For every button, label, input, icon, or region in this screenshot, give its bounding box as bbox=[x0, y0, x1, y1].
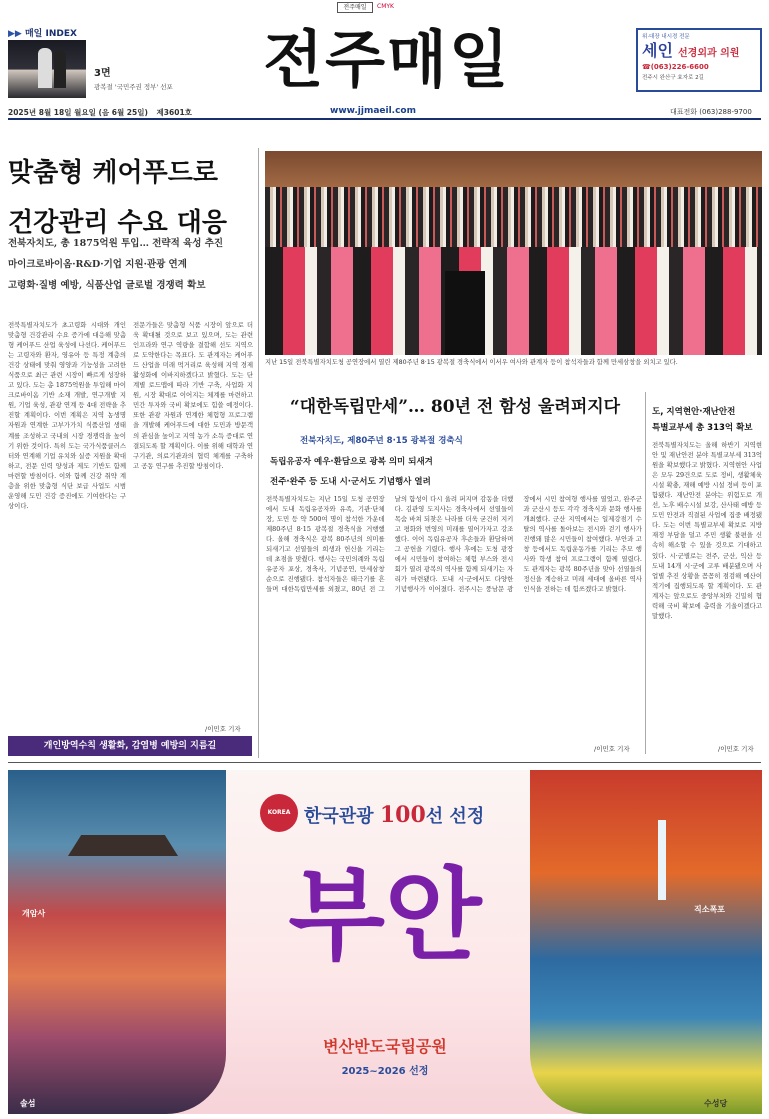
issue-number: 제3601호 bbox=[156, 108, 192, 117]
masthead-url[interactable]: www.jjmaeil.com bbox=[330, 106, 416, 116]
ad-title-post: 선 선정 bbox=[425, 806, 485, 827]
clinic-ad bbox=[636, 28, 762, 92]
story1-headline-line2: 건강관리 수요 대응 bbox=[8, 208, 228, 238]
story3-head2: 특별교부세 총 313억 확보 bbox=[652, 423, 753, 433]
story1-sub2: 마이크로바이옴·R&D·기업 지원·관광 연계 bbox=[8, 259, 187, 270]
korea-tourism-seal: KOREA bbox=[260, 794, 298, 832]
ad-title-pre: 한국관광 bbox=[304, 806, 374, 827]
print-registration-box: 전주매일 bbox=[337, 2, 373, 13]
ad-sub: 변산반도국립공원 bbox=[323, 1037, 447, 1056]
date-text: 2025년 8월 18일 월요일 (음 6월 25일) bbox=[8, 108, 148, 117]
story1-sub3: 고령화·질병 예방, 식품산업 글로벌 경쟁력 확보 bbox=[8, 280, 206, 291]
story3-head bbox=[652, 404, 764, 436]
index-desc: 광복절 '국민주권 정부' 선포 bbox=[94, 83, 173, 91]
ad-title bbox=[304, 802, 484, 828]
story3-body: 전북특별자치도는 올해 하반기 지역현안 및 재난안전 분야 특별교부세 313억원을 확보했다고 밝혔다. 지역현안 사업은 모두 29건으로 도로 정비, 생활체육시설 확충, 재해 예방 시설 정비 등이 포함됐다. 재난안전 분야는 위험도로 개선, 노후 배수시설 보강, 산사태 예방 등 도민 안전과 직결된 사업에 집중 배정됐다. 도는 이번 특별교부세 확보로 지방재정 부담을 덜고 주민 생활 불편을 신속히 해소할 수 있을 것으로 기대하고 있다. 시·군별로는 전주, 군산, 익산 등 도내 14개 시·군에 고루 배분됐으며 사업별 추진 상황을 꼼꼼히 점검해 예산이 적기에 집행되도록 할 계획이다. 도 관계자는 앞으로도 중앙부처와 긴밀히 협력해 국비 확보에 총력을 기울이겠다고 말했다. bbox=[652, 441, 762, 620]
ad-main-text: 부안 bbox=[288, 856, 482, 974]
story1-body-col1: 전북특별자치도가 초고령화 시대와 개인 맞춤형 건강관리 수요 증가에 대응해 맞춤형 케어푸드 산업 육성에 나선다. 케어푸드는 고령자와 환자, 영유아 등 특정 계층의 건강 상태에 맞춰 영양과 기능성을 고려한 식품으로 최근 관련 시장이 빠르게 성장하고 있다. 도는 총 1875억원을 투입해 마이크로바이옴 기반 소재 개발, 연구개발 지원, 기업 육성, 관광 연계 등 4대 전략을 추진할 계획이다. 이번 계획은 지역 농생명 자원과 연계한 고부가가치 식품산업 생태계를 조성하고 국내외 시장 경쟁력을 높이기 위한 것이다. 특히 도는 국가식품클러스터와 연계해 기업 유치와 실증 지원을 확대하고, 전문 인력 양성과 제도 기반도 함께 마련할 방침이다. 이와 함께 건강 취약 계층을 위한 맞춤형 식단 보급 사업도 시범 운영해 도민 건강 증진에도 기여한다는 구상이다. bbox=[8, 321, 126, 510]
story3-head1: 도, 지역현안·재난안전 bbox=[652, 407, 736, 417]
waterfall bbox=[658, 820, 666, 900]
story1-byline: /이민호 기자 bbox=[205, 725, 241, 733]
ad-years: 2025~2026 선정 bbox=[341, 1066, 429, 1077]
story2-sub2: 전주·완주 등 도내 시·군서도 기념행사 열려 bbox=[270, 477, 431, 487]
story2-sub1: 독립유공자 예우·환담으로 광복 의미 되새겨 bbox=[270, 457, 433, 467]
story2-subheads bbox=[270, 452, 510, 492]
clinic-phone: ☎(063)226-6600 bbox=[642, 63, 709, 71]
double-arrow-icon: ▶▶ bbox=[8, 29, 22, 39]
buan-tourism-ad bbox=[8, 770, 762, 1114]
clinic-addr: 전주시 완산구 효자로 2길 bbox=[642, 75, 704, 81]
story2-byline: /이민호 기자 bbox=[594, 745, 630, 753]
header-rule bbox=[8, 118, 761, 120]
label-gaeamsa: 개암사 bbox=[22, 909, 46, 918]
gwangbok-photo bbox=[265, 151, 762, 355]
story1-subheads bbox=[8, 233, 258, 296]
column-divider bbox=[258, 148, 259, 758]
index-thumbnail bbox=[8, 40, 86, 98]
index-page: 3면 bbox=[94, 68, 111, 79]
label-suseongdang: 수성당 bbox=[704, 1099, 728, 1108]
cmyk-mark: CMYK bbox=[377, 3, 394, 10]
index-label: ▶▶ 매일 INDEX bbox=[8, 29, 77, 39]
section-rule bbox=[8, 762, 761, 763]
ad-photo-left bbox=[8, 770, 226, 1114]
story1-headline-line1: 맞춤형 케어푸드로 bbox=[8, 158, 218, 188]
story3-byline: /이민호 기자 bbox=[718, 745, 754, 753]
story1-body-col2: 전문가들은 맞춤형 식품 시장이 앞으로 더욱 확대될 것으로 보고 있으며, 도는 관련 인프라와 연구 역량을 결합해 선도 지역으로 도약한다는 목표다. 도 관계자는 케어푸드 산업을 미래 먹거리로 육성해 지역 경제 활성화에 이바지하겠다고 밝혔다. 도는 단계별 로드맵에 따라 기반 구축, 사업화 지원, 시장 확대로 이어지는 체계를 마련하고 민간 투자와 국비 확보에도 힘쓸 예정이다. 또한 관광 자원과 연계한 체험형 프로그램을 개발해 케어푸드에 대한 도민과 방문객의 관심을 높이고 지역 농가 소득 증대로 연결되도록 할 계획이다. 이를 위해 대학과 연구기관, 의료기관과의 협력 체계를 구축하고 공동 연구를 추진할 방침이다. bbox=[133, 321, 253, 470]
story2-kicker: 전북자치도, 제80주년 8·15 광복절 경축식 bbox=[300, 436, 463, 446]
story2-body: 전북특별자치도는 지난 15일 도청 공연장에서 도내 독립유공자와 유족, 기관·단체장, 도민 등 약 500여 명이 참석한 가운데 제80주년 8·15 광복절 경축식을 거행했다. 올해 경축식은 광복 80주년의 의미를 되새기고 선열들의 희생과 헌신을 기리는 데 초점을 맞췄다. 행사는 국민의례와 독립유공자 포상, 경축사, 기념공연, 만세삼창 순으로 진행됐다. 참석자들은 태극기를 흔들며 대한독립만세를 외쳤고, 80년 전 그날의 함성이 다시 울려 퍼지며 감동을 더했다. 김관영 도지사는 경축사에서 선열들이 목숨 바쳐 되찾은 나라를 더욱 굳건히 지키고 평화와 번영의 미래를 열어가자고 강조했다. 이어 독립유공자 후손들과 환담하며 그 공헌을 기렸다. 행사 후에는 도청 광장에서 시민들이 참여하는 체험 부스와 전시회가 열려 광복의 역사를 함께 되새기는 자리가 마련됐다. 도내 시·군에서도 다양한 기념행사가 이어졌다. 전주시는 풍남문 광장에서 시민 참여형 행사를 열었고, 완주군과 군산시 등도 각각 경축식과 문화 행사를 개최했다. 군산 지역에서는 일제강점기 수탈의 역사를 돌아보는 전시와 걷기 행사가 진행돼 많은 시민들이 참여했다. 부안과 고창 등에서도 독립운동가를 기리는 추모 행사와 학생 참여 프로그램이 함께 열렸다. 도 관계자는 광복 80주년을 맞아 선열들의 정신을 계승하고 미래 세대에 올바른 역사 인식을 전하는 데 힘쓰겠다고 밝혔다. bbox=[266, 495, 642, 594]
masthead-title: 전주매일 bbox=[263, 23, 511, 96]
ad-photo-right bbox=[530, 770, 762, 1114]
photo-caption: 지난 15일 전북특별자치도청 공연장에서 열린 제80주년 8·15 광복절 경축식에서 이서우 여사와 관계자 등이 참석자들과 함께 만세삼창을 외치고 있다. bbox=[265, 359, 678, 366]
clinic-ad-tag: 위·대장 내시경 전문 bbox=[642, 34, 690, 40]
column-divider-2 bbox=[645, 392, 646, 754]
dateline bbox=[8, 107, 192, 118]
label-jiksopokpo: 직소폭포 bbox=[694, 905, 725, 914]
clinic-brand2: 선경외과 의원 bbox=[678, 48, 740, 59]
ad-title-num: 100 bbox=[379, 802, 426, 828]
clinic-brand: 세인 bbox=[642, 41, 673, 60]
index-box bbox=[8, 26, 208, 104]
story1-sub1: 전북자치도, 총 1875억원 투입… 전략적 육성 추진 bbox=[8, 238, 224, 249]
label-solseom: 솔섬 bbox=[20, 1099, 36, 1108]
phone-line: 대표전화 (063)288-9700 bbox=[670, 108, 752, 116]
story2-headline: “대한독립만세”… 80년 전 함성 울려퍼지다 bbox=[289, 397, 621, 417]
health-banner: 개인방역수칙 생활화, 감염병 예방의 지름길 bbox=[8, 736, 252, 756]
